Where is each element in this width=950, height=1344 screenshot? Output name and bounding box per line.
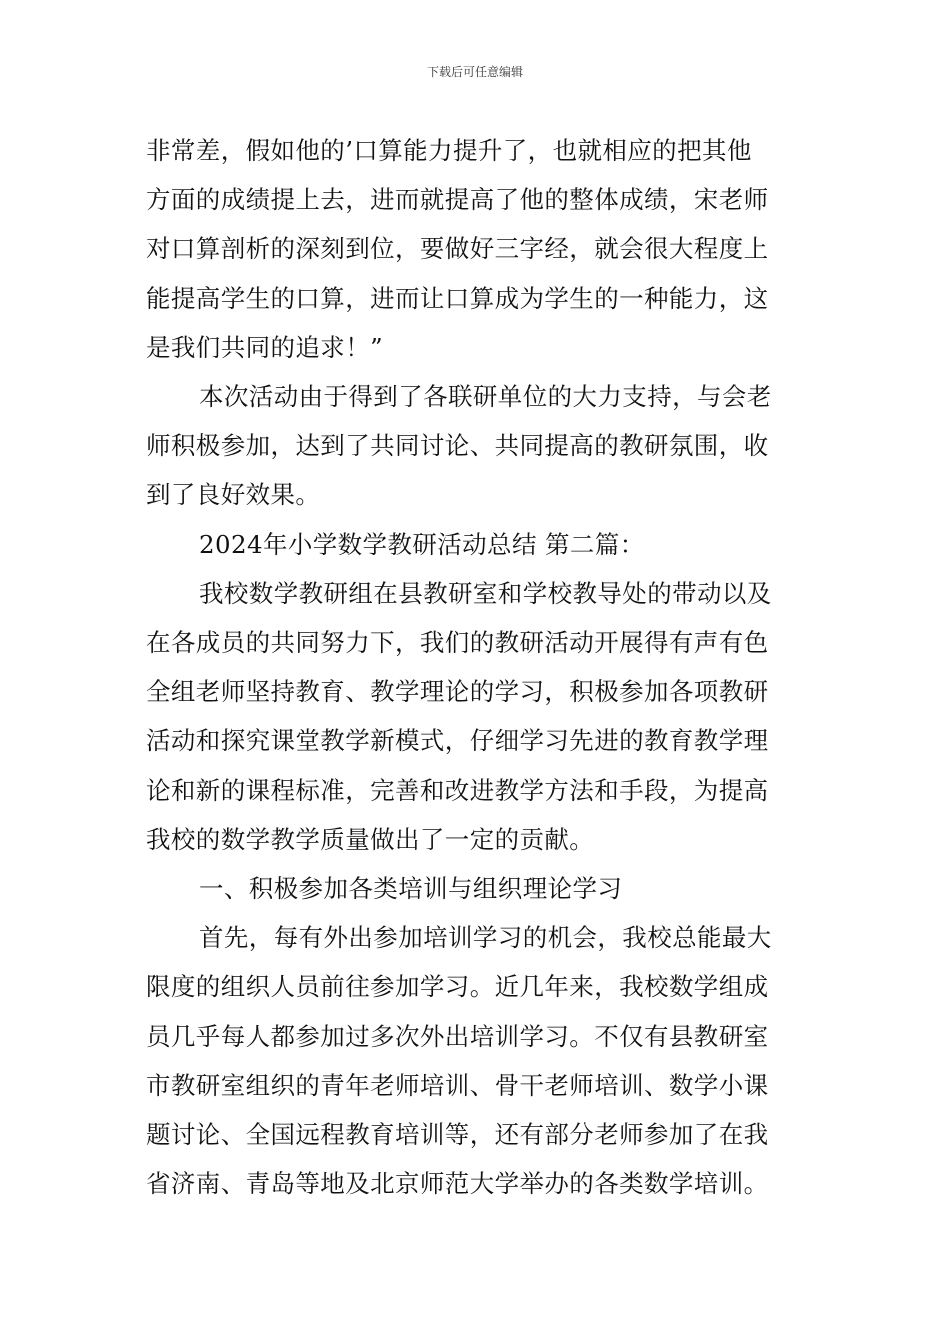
paragraph-activity-summary bbox=[146, 372, 808, 520]
text-line: 本次活动由于得到了各联研单位的大力支持，与会老 bbox=[199, 382, 772, 412]
text-line: 是我们共同的追求！” bbox=[146, 332, 384, 362]
text-line: 师积极参加，达到了共同讨论、共同提高的教研氛围，收 bbox=[146, 431, 769, 461]
text-line: 员几乎每人都参加过多次外出培训学习。不仅有县教研室 bbox=[146, 1021, 769, 1051]
text-line: 全组老师坚持教育、教学理论的学习，积极参加各项教研 bbox=[146, 677, 769, 707]
page-header: 下载后可任意编辑 bbox=[426, 65, 523, 79]
text-line: 活动和探究课堂教学新模式，仔细学习先进的教育教学理 bbox=[146, 726, 769, 756]
paragraph-training bbox=[146, 913, 808, 1208]
document-body bbox=[146, 126, 808, 1208]
text-line: 能提高学生的口算，进而让口算成为学生的一种能力，这 bbox=[146, 283, 769, 313]
text-line: 题讨论、全国远程教育培训等，还有部分老师参加了在我 bbox=[146, 1120, 769, 1150]
text-line: 首先，每有外出参加培训学习的机会，我校总能最大 bbox=[199, 923, 772, 953]
text-line: 市教研室组织的青年老师培训、骨干老师培训、数学小课 bbox=[146, 1070, 769, 1100]
text-line: 2024年小学数学教研活动总结 第二篇： bbox=[199, 529, 645, 559]
text-line: 非常差，假如他的’口算能力提升了，也就相应的把其他 bbox=[146, 136, 752, 165]
text-line: 省济南、青岛等地及北京师范大学举办的各类数学培训。 bbox=[146, 1169, 769, 1199]
text-line: 限度的组织人员前往参加学习。近几年来，我校数学组成 bbox=[146, 972, 769, 1002]
text-line: 我校的数学教学质量做出了一定的贡献。 bbox=[146, 824, 595, 854]
text-line: 方面的成绩提上去，进而就提高了他的整体成绩，宋老师 bbox=[146, 185, 769, 215]
text-line: 我校数学教研组在县教研室和学校教导处的带动以及 bbox=[199, 578, 772, 608]
text-line: 对口算剖析的深刻到位，要做好三字经，就会很大程度上 bbox=[146, 234, 769, 264]
subheading bbox=[146, 864, 808, 913]
section-title bbox=[146, 520, 808, 569]
paragraph-intro bbox=[146, 569, 808, 864]
text-line: 一、积极参加各类培训与组织理论学习 bbox=[199, 874, 623, 904]
text-line: 到了良好效果。 bbox=[146, 480, 321, 510]
text-line: 在各成员的共同努力下，我们的教研活动开展得有声有色 bbox=[146, 628, 769, 658]
text-line: 论和新的课程标准，完善和改进教学方法和手段，为提高 bbox=[146, 775, 769, 805]
paragraph-continuation bbox=[146, 126, 808, 372]
